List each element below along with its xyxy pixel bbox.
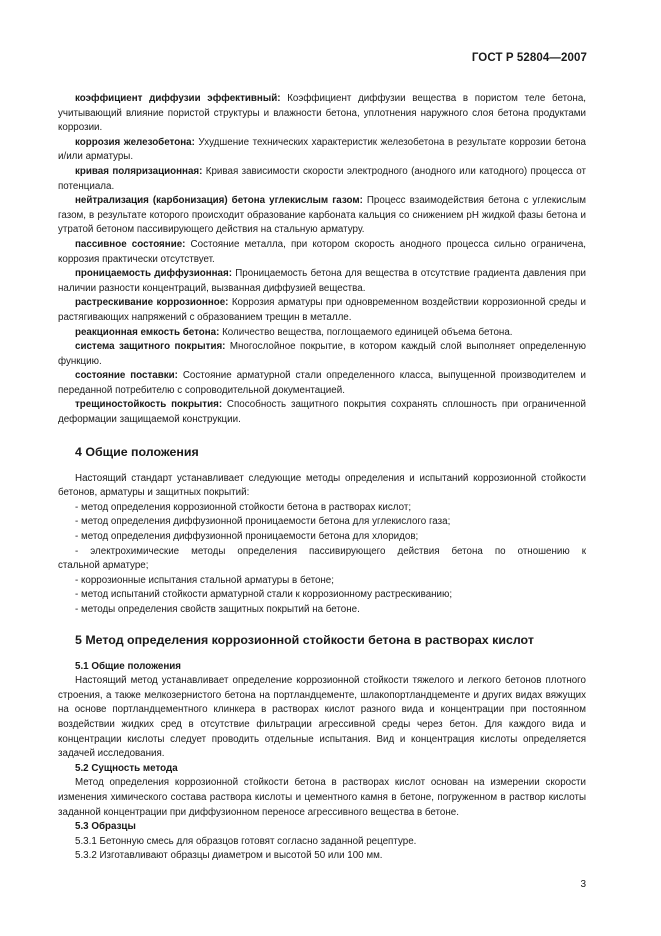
section-5-heading: 5 Метод определения коррозионной стойкости бетона в растворах кислот	[75, 632, 534, 647]
definition-term: трещиностойкость покрытия:	[75, 399, 223, 411]
list-item: - метод определения коррозионной стойкости бетона в растворах кислот;	[75, 501, 412, 513]
definition-item	[58, 238, 586, 267]
definition-item	[58, 267, 586, 296]
definition-text: Способность защитного покрытия сохранять сплошность при ограниченной деформации защищаемой конструкции.	[58, 399, 586, 426]
definition-term: пассивное состояние:	[75, 238, 186, 250]
definition-text: Коэффициент диффузии вещества в пористом теле бетона, учитывающий влияние пористой структуры и влажности бетона, уплотнения наружного слоя бетона продуктами коррозии.	[58, 93, 587, 134]
definition-item	[58, 340, 586, 369]
definition-item	[58, 326, 586, 341]
definition-text: Количество вещества, поглощаемого единицей объема бетона.	[219, 326, 513, 338]
definition-term: система защитного покрытия:	[75, 341, 226, 353]
list-item: - методы определения свойств защитных покрытий на бетоне.	[75, 604, 360, 615]
definition-term: нейтрализация (карбонизация) бетона углекислым газом:	[75, 195, 363, 207]
definition-text: Кривая зависимости скорости электродного (анодного или катодного) процесса от потенциала.	[58, 165, 587, 192]
definition-item	[58, 296, 586, 325]
definition-term: коррозия железобетона:	[75, 136, 195, 148]
page-content	[58, 92, 586, 864]
definition-text: Проницаемость бетона для вещества в отсутствие градиента давления при наличии разности концентраций, вызванная диффузией вещества.	[58, 268, 586, 294]
list-item-continuation: стальной арматуре;	[58, 560, 149, 572]
definition-term: реакционная емкость бетона:	[75, 326, 220, 338]
definition-term: растрескивание коррозионное:	[75, 297, 229, 309]
definition-text: Коррозия арматуры при одновременном воздействии коррозионной среды и растягивающих напряжений с образованием трещин в металле.	[58, 297, 586, 323]
clause-5-3-2: 5.3.2 Изготавливают образцы диаметром и высотой 50 или 100 мм.	[75, 850, 383, 862]
list-item: - коррозионные испытания стальной арматуры в бетоне;	[75, 574, 334, 586]
page-number: 3	[580, 879, 586, 890]
definition-item	[58, 165, 586, 194]
definition-item	[58, 398, 586, 427]
list-item: - метод определения диффузионной проницаемости бетона для углекислого газа;	[75, 516, 451, 528]
definition-item	[58, 92, 586, 136]
section-4-intro: Настоящий стандарт устанавливает следующие методы определения и испытаний коррозионной стойкости бетонов, арматуры и защитных покрытий:	[58, 472, 586, 499]
list-item: - метод определения диффузионной проницаемости бетона для хлоридов;	[75, 531, 419, 543]
definition-term: кривая поляризационная:	[75, 165, 203, 177]
definition-text: Ухудшение технических характеристик железобетона в результате коррозии бетона и/или арматуры.	[58, 136, 587, 163]
definition-term: состояние поставки:	[75, 370, 178, 382]
definition-item	[58, 136, 586, 165]
definition-text: Процесс взаимодействия бетона с углекислым газом, в результате которого происходит образование карбоната кальция со снижением pH жидкой фазы бетона и утратой бетоном пассивирующего действия на стальную арматуру.	[58, 195, 586, 236]
subsection-5-2-heading: 5.2 Сущность метода	[75, 762, 178, 774]
definition-text: Многослойное покрытие, в котором каждый слой выполняет определенную функцию.	[58, 341, 586, 367]
subsection-5-2-text: Метод определения коррозионной стойкости бетона в растворах кислот основан на измерении скорости изменения химического состава раствора кислоты и цементного камня в бетоне, погруженном в раствор кислоты заданной концентрации при диффузионном переносе агрессивного вещества в бетоне.	[58, 777, 586, 818]
list-item: - электрохимические методы определения пассивирующего действия бетона по отношению к	[75, 545, 586, 557]
section-4-heading: 4 Общие положения	[75, 444, 199, 459]
definition-item	[58, 194, 586, 238]
definition-term: коэффициент диффузии эффективный:	[75, 93, 281, 104]
document-header: ГОСТ Р 52804—2007	[471, 52, 587, 64]
subsection-5-1-text: Настоящий метод устанавливает определение коррозионной стойкости тяжелого и легкого бетонов плотного строения, а также мелкозернистого бетона на портландцементе, шлакопортландцементе и других видах вяжущих на основе портландцементного клинкера в растворах кислот разного вида и концентрации при постоянном воздействии жидких сред в отсутствие фильтрации агрессивной среды через бетон. Для каждого вида и концентрации кислоты следует проводить отдельные испытания. Вид и концентрация кислоты определяется задачей исследования.	[58, 675, 586, 760]
definition-term: проницаемость диффузионная:	[75, 268, 232, 280]
clause-5-3-1: 5.3.1 Бетонную смесь для образцов готовят согласно заданной рецептуре.	[75, 835, 417, 847]
definition-text: Состояние металла, при котором скорость анодного процесса сильно ограничена, коррозия практически отсутствует.	[58, 238, 586, 265]
definition-text: Состояние арматурной стали определенного класса, выпущенной производителем и переданной потребителю с сопроводительной документацией.	[58, 370, 586, 396]
subsection-5-1-heading: 5.1 Общие положения	[75, 660, 182, 672]
subsection-5-3-heading: 5.3 Образцы	[75, 821, 136, 833]
definition-item	[58, 369, 586, 398]
list-item: - метод испытаний стойкости арматурной стали к коррозионному растрескиванию;	[75, 589, 453, 601]
